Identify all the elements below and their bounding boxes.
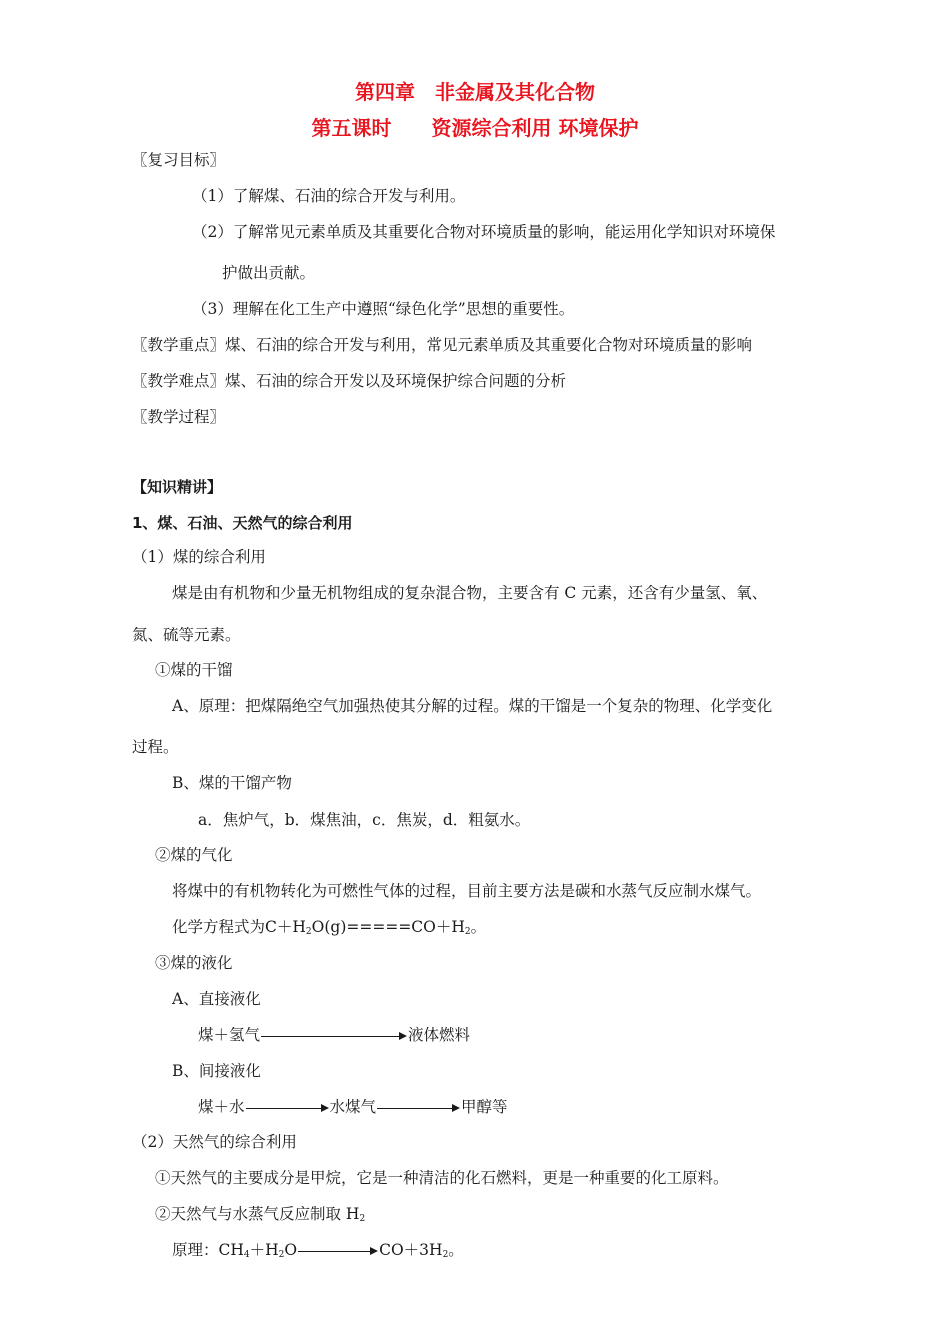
natural-gas-item-1: ①天然气的主要成分是甲烷，它是一种清洁的化石燃料，更是一种重要的化工原料。 bbox=[155, 1169, 729, 1187]
natural-gas-item-2 bbox=[155, 1204, 365, 1224]
principle-mid: ＋H bbox=[249, 1241, 279, 1259]
equation-prefix: 化学方程式为 bbox=[172, 918, 266, 936]
principle-mid2: O bbox=[284, 1241, 298, 1259]
product-text: 甲醇等 bbox=[461, 1098, 508, 1116]
equation-end: 。 bbox=[470, 918, 487, 936]
gasification-equation bbox=[172, 917, 486, 937]
difficulties: 〖教学难点〗煤、石油的综合开发以及环境保护综合问题的分析 bbox=[132, 372, 567, 390]
reaction-arrow bbox=[298, 1247, 378, 1255]
distillation-products-heading: B、煤的干馏产物 bbox=[172, 774, 292, 792]
reaction-arrow bbox=[377, 1104, 460, 1112]
reactant-text: 煤＋水 bbox=[198, 1098, 245, 1116]
equation-sub: 2 bbox=[464, 927, 471, 937]
coal-desc-line2: 氮、硫等元素。 bbox=[132, 626, 241, 644]
indirect-liquefaction-heading: B、间接液化 bbox=[172, 1062, 261, 1080]
subscript: 2 bbox=[442, 1250, 449, 1260]
key-points: 〖教学重点〗煤、石油的综合开发与利用，常见元素单质及其重要化合物对环境质量的影响 bbox=[132, 336, 753, 354]
reactant-text: 煤＋氢气 bbox=[198, 1026, 261, 1044]
intermediate-text: 水煤气 bbox=[329, 1098, 377, 1116]
lesson-title: 第五课时 资源综合利用 环境保护 bbox=[311, 116, 639, 140]
subscript: 2 bbox=[278, 1250, 285, 1260]
coal-desc-line1: 煤是由有机物和少量无机物组成的复杂混合物，主要含有 C 元素，还含有少量氢、氧、 bbox=[172, 584, 768, 602]
goal-item-2: （2）了解常见元素单质及其重要化合物对环境质量的影响，能运用化学知识对环境保 bbox=[192, 223, 776, 241]
product-text: 液体燃料 bbox=[408, 1026, 471, 1044]
knowledge-heading: 【知识精讲】 bbox=[132, 478, 223, 496]
natural-gas-heading: （2）天然气的综合利用 bbox=[132, 1133, 297, 1151]
chapter-title: 第四章 非金属及其化合物 bbox=[355, 80, 595, 104]
item-text: ②天然气与水蒸气反应制取 H bbox=[155, 1205, 360, 1223]
distillation-principle-line2: 过程。 bbox=[132, 738, 179, 756]
direct-liquefaction-scheme bbox=[198, 1025, 470, 1045]
section-heading: 1、煤、石油、天然气的综合利用 bbox=[132, 514, 353, 532]
distillation-principle-line1: A、原理：把煤隔绝空气加强热使其分解的过程。煤的干馏是一个复杂的物理、化学变化 bbox=[172, 697, 773, 715]
principle-right: CO＋3H bbox=[379, 1241, 443, 1259]
subscript: 2 bbox=[359, 1214, 366, 1224]
principle-prefix: 原理：CH bbox=[172, 1241, 244, 1259]
indirect-liquefaction-scheme bbox=[198, 1097, 508, 1117]
goal-item-3: （3）理解在化工生产中遵照“绿色化学”思想的重要性。 bbox=[192, 300, 575, 318]
reaction-arrow bbox=[246, 1104, 329, 1112]
equation-sub: 2 bbox=[305, 927, 312, 937]
distillation-heading: ①煤的干馏 bbox=[155, 661, 233, 679]
natural-gas-principle bbox=[172, 1240, 464, 1260]
gasification-heading: ②煤的气化 bbox=[155, 846, 233, 864]
subscript: 4 bbox=[243, 1250, 250, 1260]
goal-item-1: （1）了解煤、石油的综合开发与利用。 bbox=[192, 187, 466, 205]
teaching-process: 〖教学过程〗 bbox=[132, 408, 226, 426]
coal-heading: （1）煤的综合利用 bbox=[132, 548, 266, 566]
equation-mid: O(g)=====CO＋H bbox=[311, 918, 465, 936]
distillation-products: a．焦炉气，b．煤焦油，c．焦炭，d．粗氨水。 bbox=[198, 811, 531, 829]
goal-item-2-cont: 护做出贡献。 bbox=[222, 264, 316, 282]
direct-liquefaction-heading: A、直接液化 bbox=[172, 990, 261, 1008]
gasification-desc: 将煤中的有机物转化为可燃性气体的过程，目前主要方法是碳和水蒸气反应制水煤气。 bbox=[172, 882, 762, 900]
principle-end: 。 bbox=[448, 1241, 464, 1259]
goals-heading: 〖复习目标〗 bbox=[132, 151, 226, 169]
reaction-arrow bbox=[261, 1032, 407, 1040]
liquefaction-heading: ③煤的液化 bbox=[155, 954, 233, 972]
equation-left: C＋H bbox=[265, 918, 306, 936]
